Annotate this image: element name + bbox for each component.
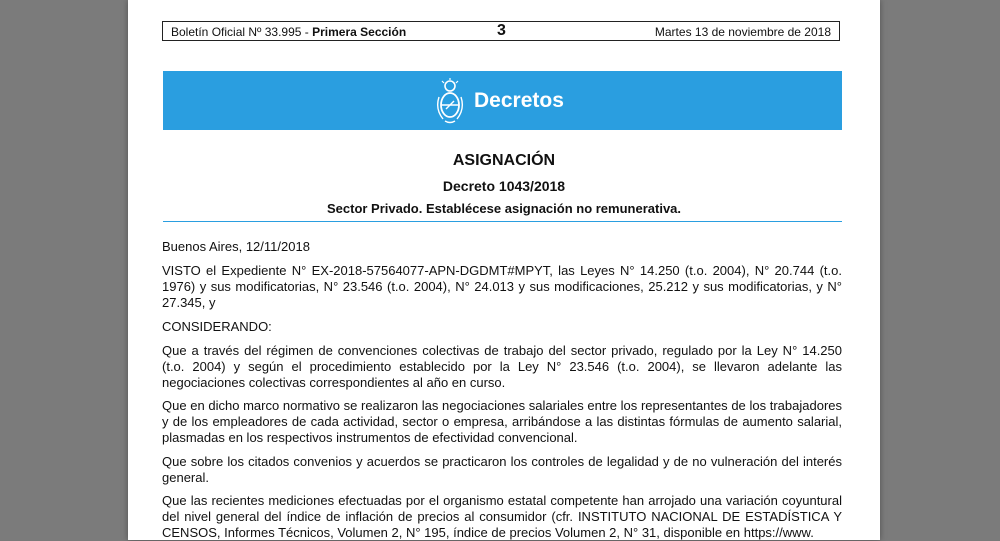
decree-number: Decreto 1043/2018 <box>442 178 566 194</box>
paragraph-4: Que las recientes mediciones efectuadas por el organismo estatal competente han arrojado una variación coyuntural del nivel general del índice de inflación de precios al consumidor (cfr. INSTITUTO NACIONAL DE ESTADÍSTICA Y CENSOS, Informes Técnicos, Volumen 2, N° 195, índice de precios Volumen 2, N° 31, disponible en https://www. <box>162 493 842 540</box>
header-publication: Boletín Oficial Nº 33.995 - Primera Sección <box>171 25 407 39</box>
argentina-coat-of-arms-icon <box>435 77 465 125</box>
decree-summary: Sector Privado. Establécese asignación no remunerativa. <box>326 201 682 216</box>
paragraph-1: Que a través del régimen de convenciones colectivas de trabajo del sector privado, regulado por la Ley N° 14.250 (t.o. 2004) y según el procedimiento establecido por la Ley N° 23.546 (t.o. 2004), se llevaron adelante las negociaciones colectivas correspondientes al año en curso. <box>162 343 842 390</box>
title-divider <box>163 221 842 222</box>
banner-title: Decretos <box>474 89 564 112</box>
paragraph-considerando: CONSIDERANDO: <box>162 319 272 334</box>
page-number: 3 <box>497 22 506 39</box>
page-header <box>162 21 840 41</box>
paragraph-2: Que en dicho marco normativo se realizaron las negociaciones salariales entre los representantes de los trabajadores y de los empleadores de cada actividad, sector o empresa, arribándose a las distintas fórmulas de aumento salarial, plasmadas en los respectivos instrumentos de efectividad convencional. <box>162 398 842 445</box>
paragraph-3: Que sobre los citados convenios y acuerdos se practicaron los controles de legalidad y de no vulneración del interés general. <box>162 454 842 485</box>
document-page <box>128 0 880 540</box>
header-section: Primera Sección <box>312 25 407 39</box>
section-banner <box>163 71 842 130</box>
document-title: ASIGNACIÓN <box>452 152 556 169</box>
header-date: Martes 13 de noviembre de 2018 <box>654 25 831 39</box>
paragraph-visto: VISTO el Expediente N° EX-2018-57564077-APN-DGDMT#MPYT, las Leyes N° 14.250 (t.o. 2004), N° 20.744 (t.o. 1976) y sus modificatorias, N° 23.546 (t.o. 2004), N° 24.013 y sus modificaciones, 25.212 y sus modificatorias, y N° 27.345, y <box>162 263 842 310</box>
paragraph-date: Buenos Aires, 12/11/2018 <box>162 239 310 254</box>
